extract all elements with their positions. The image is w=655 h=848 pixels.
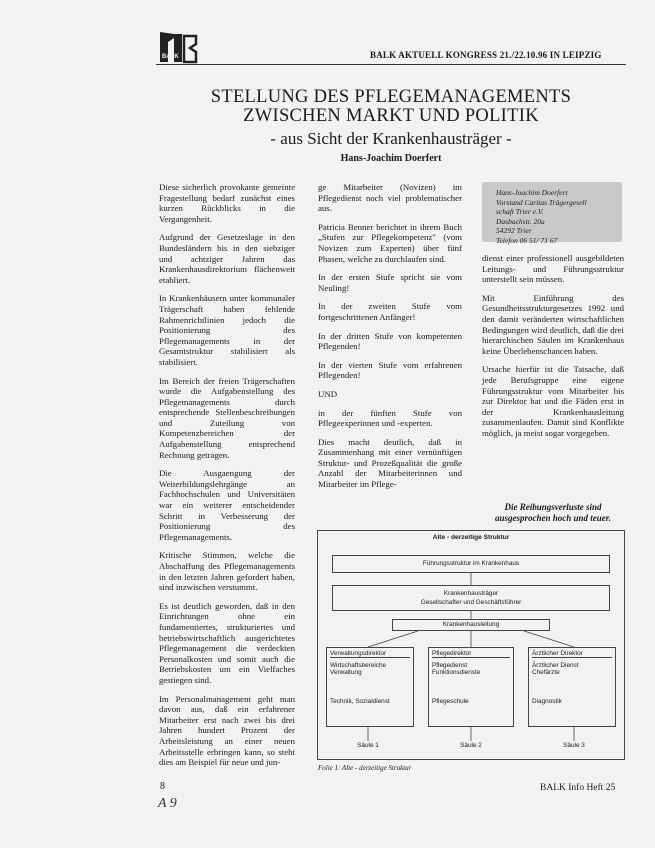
col-b-head: Pflegedirektor	[432, 650, 510, 658]
author-info-box	[482, 182, 622, 245]
paragraph: In der zweiten Stufe vom fortgeschrittenen Anfänger!	[318, 301, 462, 322]
header-rule	[156, 64, 626, 65]
article-title	[156, 88, 626, 126]
info-role: Vorstand Caritas Trägergesell	[496, 197, 587, 207]
paragraph: Patricia Benner berichtet in ihrem Buch „Stufen zur Pflegekompetenz" (vom Novizen zum Experten) über fünf Phasen, welche zu durchlaufen sind.	[318, 221, 462, 264]
info-phone: Telefon 06 51/ 71 67	[496, 235, 558, 245]
col-b-item: Funktionsdienste	[432, 669, 481, 676]
info-org: schaft Trier e.V.	[496, 207, 544, 216]
col-b-item: Pflegedienst	[432, 662, 468, 669]
col-a-item: Technik, Sozialdienst	[330, 698, 390, 705]
title-line-2: ZWISCHEN MARKT UND POLITIK	[243, 106, 539, 126]
paragraph: Aufgrund der Gesetzeslage in den Bundesländern bis in den siebziger und achtziger Jahren das Krankenhausdirektorium flächenweit etabliert.	[159, 232, 295, 285]
col-c-item: Diagnostik	[532, 698, 562, 705]
col-a-item: Wirtschaftsbereiche	[330, 662, 387, 669]
paragraph: Ursache hierfür ist die Tatsache, daß jede Berufsgruppe eine eigene Führungsstruktur vom Mitarbeiter bis zur Direktor hat und die Fäden erst in der Krankenhausleitung zusammenlaufen. Damit sind Konflikte möglich, ja meist sogar vorgegeben.	[482, 364, 624, 438]
pillar-label-1: Säule 1	[357, 742, 379, 749]
publication-footer: BALK Info Heft 25	[540, 783, 616, 793]
paragraph: In der ersten Stufe spricht sie vom Neuling!	[318, 272, 462, 293]
paragraph: In der vierten Stufe vom erfahrenen Pflegenden!	[318, 359, 462, 381]
paragraph: Dies macht deutlich, daß in Zusammenhang mit einer vernünftigen Struktur- und Prozeßqualität die große Anzahl der Mitarbeiterinnen und Mitarbeiter im Pflege-	[318, 436, 462, 490]
diagram-column-a	[326, 647, 414, 727]
diagram-column-b	[428, 647, 514, 727]
page-number: 8	[160, 781, 165, 792]
col-a-item: Verwaltung	[330, 669, 362, 676]
paragraph: Im Bereich der freien Trägerschaften wurde die Aufgabenstellung des Pflegemanagements durch entsprechende Stellenbeschreibungen und Zuteilung von Kompetenzbereichen der Aufgabenstellung entsprechend Rechnung getragen.	[159, 375, 295, 460]
pull-quote: Die Reibungsverluste sind ausgesprochen hoch und teuer.	[494, 502, 612, 523]
diagram-column-c	[528, 647, 616, 727]
trustee-line-1: Krankenhausträger	[443, 590, 499, 597]
trustee-line-2: Gesellschafter und Geschäftsführer	[420, 599, 522, 606]
text-column-3	[482, 253, 624, 447]
balk-logo	[156, 28, 200, 66]
paragraph: In der dritten Stufe von kompetenten Pflegenden!	[318, 330, 462, 352]
title-line-1: STELLUNG DES PFLEGEMANAGEMENTS	[210, 87, 572, 107]
paragraph: Diese sicherlich provokante gemeinte Fragestellung bedarf zunächst eines kurzen Rückblicks in die Vergangenheit.	[159, 182, 295, 224]
col-c-head: Ärztlicher Direktor	[532, 650, 612, 658]
pillar-label-2: Säule 2	[460, 742, 482, 749]
paragraph: Die Ausgaengung der Weiterbildungslehrgänge an Fachhochschulen und Universitäten war ein weiterer entscheidender Schritt in Verbesserung der Positionierung des Pflegemanagements.	[159, 468, 295, 542]
event-header: BALK AKTUELL KONGRESS 21./22.10.96 IN LEIPZIG	[370, 50, 602, 60]
figure-caption: Folie 1: Alte - derzeitige Struktur	[318, 764, 412, 772]
diagram-leitung-box: Krankenhausleitung	[392, 619, 550, 631]
info-name: Hans-Joachim Doerfert	[496, 188, 568, 197]
info-city: 54292 Trier	[496, 226, 532, 235]
article-subtitle: - aus Sicht der Krankenhausträger -	[270, 129, 512, 148]
paragraph: in der fünften Stufe von Pflegeexperinnen und -experten.	[318, 407, 462, 429]
paragraph: ge Mitarbeiter (Novizen) im Pflegedienst noch viel problematischer aus.	[318, 182, 462, 214]
col-c-item: Chefärzte	[532, 669, 560, 676]
handwritten-mark: A 9	[158, 796, 177, 811]
structure-diagram	[317, 530, 625, 760]
pillar-label-3: Säule 3	[563, 742, 585, 749]
col-c-item: Ärztlicher Dienst	[532, 662, 579, 669]
col-b-item: Pflegeschule	[432, 698, 469, 705]
paragraph: dienst einer professionell ausgebildeten Leitungs- und Führungsstruktur unterstellt sein müssen.	[482, 253, 624, 285]
svg-text:BALK: BALK	[162, 54, 179, 60]
text-column-2	[318, 182, 462, 498]
col-a-head: Verwaltungsdirektor	[330, 650, 410, 658]
text-column-1	[159, 182, 295, 776]
info-street: Dasbachstr. 20a	[496, 216, 545, 226]
article-author: Hans-Joachim Doerfert	[340, 153, 442, 164]
paragraph: In Krankenhäusern unter kommunaler Trägerschaft haben fehlende Rahmenrichtlinien jedoch die Positionierung des Pflegemanagements in der Gesamtstruktur stabilisiert als stabilisiert.	[159, 293, 295, 367]
diagram-top-box: Führungsstruktur im Krankenhaus	[332, 555, 610, 573]
paragraph: Kritische Stimmen, welche die Abschaffung des Pflegemanagements in den letzten Jahren gefordert haben, sind inzwischen verstummt.	[159, 550, 295, 593]
paragraph: Es ist deutlich geworden, daß in den Einrichtungen ohne ein fundamentiertes, strukturiertes und betriebswirtschaftlich ausgerichtetes Pflegemanagement die verdeckten Personalkosten und somit auch die Betriebskosten um ein Vielfaches gestiegen sind.	[159, 600, 295, 685]
paragraph: UND	[318, 388, 338, 399]
paragraph: Mit Einführung des Gesundheitsstrukturgesetzes 1992 und den damit veränderten wirtschaftlichen Bedingungen wird deutlich, daß die drei hierarchischen Säulen im Krankenhaus keine Überlebenschancen haben.	[482, 292, 624, 356]
paragraph: Im Personalmanagement geht man davon aus, daß ein erfahrener Mitarbeiter erst nach zwei bis drei Jahren hundert Prozent der Arbeitsleistung an einer neuen Arbeitsstelle erbringen kann, so steht dies am Beispiel für neue und jun-	[159, 693, 295, 768]
diagram-title: Alte - derzeitige Struktur	[432, 534, 510, 541]
